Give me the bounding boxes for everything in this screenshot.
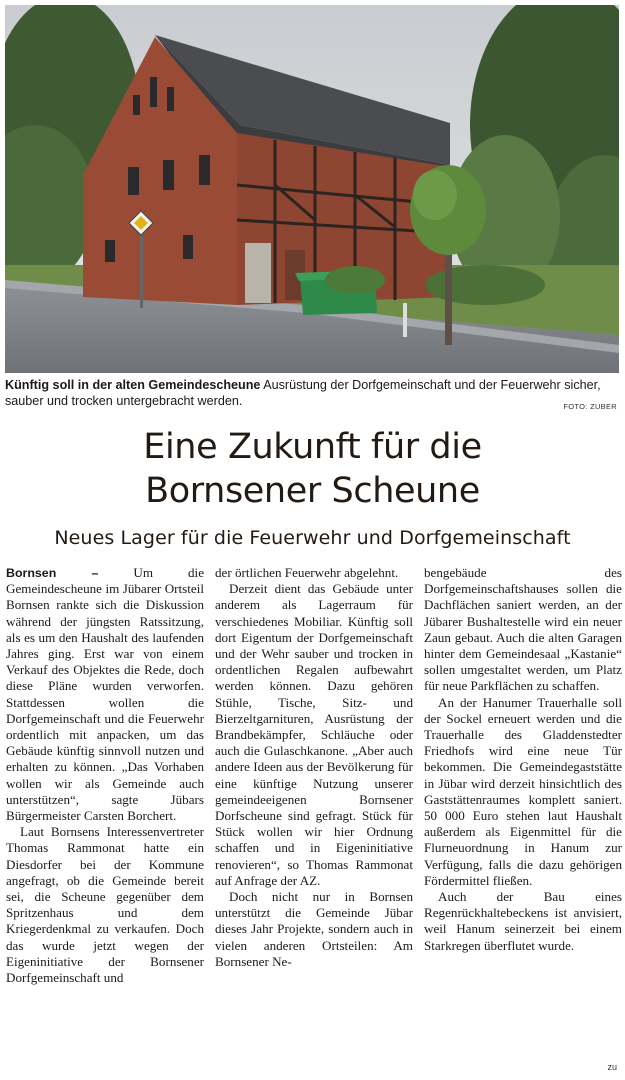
paragraph (6, 565, 204, 824)
barn-photo-illustration (5, 5, 619, 373)
headline-line-2: Bornsener Scheune (145, 471, 480, 511)
paragraph: Derzeit dient das Gebäude unter anderem als Lagerraum für verschiedenes Mobiliar. Künftig soll dort Eigentum der Dorfgemeinschaft und der Wehr sauber und trocken in ordentlichen Regalen aufbewahrt werden können. Dazu gehören Stühle, Tische, Sitz- und Bierzeltgarnituren, Ausrüstung der Brandbekämpfer, Schläuche oder auch die Gulaschkanone. „Aber auch andere Ideen aus der Bevölkerung für eine künftige Nutzung unserer gemeindeeigenen Bornsener Dorfscheune sind gefragt. Stück für Stück wollen wir hier Ordnung schaffen und in Eigeninitiative renovieren“, so Thomas Rammonat auf Anfrage der AZ. (215, 581, 413, 888)
paragraph: An der Hanumer Trauerhalle soll der Sockel erneuert werden und die Trauerhalle des Gladdenstedter Friedhofs wird eine neue Tür bekommen. Die Gemeindegaststätte in Jübar wird derzeit hinsichtlich des Gaststättenraumes komplett saniert. 50 000 Euro stehen laut Haushalt außerdem als Eigenmittel für die Flurneuordnung in Hanum zur Verfügung, falls die dazu gehörigen Fördermittel fließen. (424, 694, 622, 888)
paragraph: der örtlichen Feuerwehr abgelehnt. (215, 565, 399, 580)
paragraph: Doch nicht nur in Bornsen unterstützt die Gemeinde Jübar dieses Jahr Projekte, sondern auch in vielen anderen Ortsteilen: Am Bornsener Ne- (215, 889, 413, 969)
headline (0, 425, 625, 513)
photo-caption (5, 377, 619, 409)
continued-marker: zu (607, 1062, 617, 1072)
subheadline: Neues Lager für die Feuerwehr und Dorfgemeinschaft (54, 527, 571, 549)
photo-credit: FOTO: ZUBER (563, 402, 617, 411)
paragraph: Laut Bornsens Interessenvertreter Thomas Rammonat hatte ein Diesdorfer bei der Kommune angefragt, ob die Gemeinde bereit sei, die Scheune gegenüber dem Spritzenhaus und dem Kriegerdenkmal zu verkaufen. Doch das wurde jetzt wegen der Eigeninitiative der Bornsener Dorfgemeinschaft und (6, 824, 204, 986)
paragraph-text: Um die Gemeindescheune im Jübarer Ortsteil Bornsen rankte sich die Diskussion während der jüngsten Ratssitzung, als es um den Haushalt des laufenden Jahres ging. Erst war von einem Verkauf des Objektes die Rede, doch diese Pläne wurden verworfen. Stattdessen wollen die Dorfgemeinschaft und die Feuerwehr ordentlich mit anpacken, um das Gebäude künftig sinnvoll nutzen und erhalten zu können. „Das Vorhaben wollen wir als Gemeinde auch unterstützen“, sagte Jübars Bürgermeister Carsten Borchert. (6, 565, 205, 824)
caption-text: Ausrüstung der Dorfgemeinschaft und der Feuerwehr sicher, sauber und trocken untergebracht werden. (5, 378, 601, 408)
paragraph: Auch der Bau eines Regenrückhaltebeckens ist anvisiert, weil Hanum seinerzeit bei einem Starkregen überflutet wurde. (424, 889, 622, 953)
article-column-1 (6, 565, 204, 986)
dateline: Bornsen – (6, 566, 99, 580)
article-column-2 (215, 565, 413, 970)
headline-line-1: Eine Zukunft für die (143, 427, 482, 467)
article-photo (5, 5, 619, 373)
paragraph: bengebäude des Dorfgemeinschaftshauses sollen die Dachflächen saniert werden, an der Jübarer Bushaltestelle wird ein neuer Zaun gebaut. Auch die alten Garagen hinter dem Gemeindesaal „Kastanie“ sollen umgestaltet werden, um Platz für neue Parkflächen zu schaffen. (424, 565, 622, 694)
caption-lead: Künftig soll in der alten Gemeindescheune (5, 378, 261, 392)
article-column-3 (424, 565, 622, 954)
